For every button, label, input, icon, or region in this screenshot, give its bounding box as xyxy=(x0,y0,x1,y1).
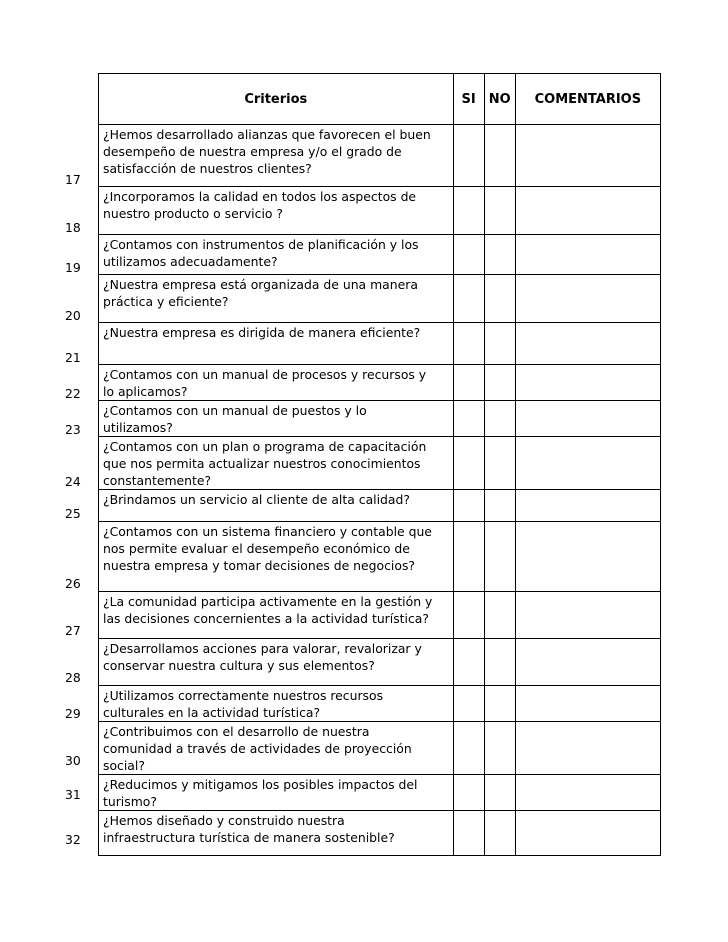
row-number: 21 xyxy=(65,350,81,365)
criterion-cell xyxy=(99,490,454,522)
comment-cell[interactable] xyxy=(515,187,660,235)
comment-cell[interactable] xyxy=(515,811,660,856)
table-row xyxy=(99,686,661,722)
row-number: 22 xyxy=(65,386,81,401)
criterion-text: ¿Contamos con un manual de puestos y lo utilizamos? xyxy=(103,403,367,435)
si-cell[interactable] xyxy=(453,639,484,686)
row-number: 20 xyxy=(65,308,81,323)
comment-cell[interactable] xyxy=(515,365,660,401)
criterion-text: ¿Contamos con un plan o programa de capacitación que nos permita actualizar nuestros conocimientos constantemente? xyxy=(103,439,427,488)
no-cell[interactable] xyxy=(484,592,515,639)
no-cell[interactable] xyxy=(484,187,515,235)
table-row xyxy=(99,275,661,323)
no-cell[interactable] xyxy=(484,639,515,686)
criterion-cell xyxy=(99,125,454,187)
criterion-cell xyxy=(99,235,454,275)
criterion-cell xyxy=(99,722,454,775)
criterion-text: ¿Contamos con un manual de procesos y recursos y lo aplicamos? xyxy=(103,367,427,399)
criterion-text: ¿Incorporamos la calidad en todos los aspectos de nuestro producto o servicio ? xyxy=(103,189,417,221)
no-cell[interactable] xyxy=(484,125,515,187)
comment-cell[interactable] xyxy=(515,490,660,522)
criterion-cell xyxy=(99,437,454,490)
row-number: 17 xyxy=(65,172,81,187)
header-comentarios: COMENTARIOS xyxy=(515,74,660,125)
no-cell[interactable] xyxy=(484,275,515,323)
comment-cell[interactable] xyxy=(515,722,660,775)
no-cell[interactable] xyxy=(484,811,515,856)
criterion-cell xyxy=(99,323,454,365)
no-cell[interactable] xyxy=(484,522,515,592)
si-cell[interactable] xyxy=(453,722,484,775)
table-row xyxy=(99,365,661,401)
table-row xyxy=(99,437,661,490)
table-row xyxy=(99,401,661,437)
criterion-cell xyxy=(99,187,454,235)
row-number: 28 xyxy=(65,670,81,685)
criterion-text: ¿Nuestra empresa está organizada de una manera práctica y eficiente? xyxy=(103,277,418,309)
si-cell[interactable] xyxy=(453,323,484,365)
criterion-text: ¿Brindamos un servicio al cliente de alta calidad? xyxy=(103,492,410,507)
comment-cell[interactable] xyxy=(515,686,660,722)
table-row xyxy=(99,235,661,275)
table-row xyxy=(99,592,661,639)
table-row xyxy=(99,125,661,187)
criterion-text: ¿Contamos con un sistema financiero y contable que nos permite evaluar el desempeño económico de nuestra empresa y tomar decisiones de negocios? xyxy=(103,524,432,573)
si-cell[interactable] xyxy=(453,490,484,522)
si-cell[interactable] xyxy=(453,437,484,490)
si-cell[interactable] xyxy=(453,235,484,275)
criterion-cell xyxy=(99,592,454,639)
criterion-cell xyxy=(99,775,454,811)
comment-cell[interactable] xyxy=(515,592,660,639)
row-number: 19 xyxy=(65,260,81,275)
row-number: 25 xyxy=(65,506,81,521)
table-row xyxy=(99,323,661,365)
si-cell[interactable] xyxy=(453,592,484,639)
si-cell[interactable] xyxy=(453,401,484,437)
no-cell[interactable] xyxy=(484,775,515,811)
table-row xyxy=(99,722,661,775)
table-row xyxy=(99,775,661,811)
table-row xyxy=(99,639,661,686)
comment-cell[interactable] xyxy=(515,437,660,490)
row-number: 29 xyxy=(65,706,81,721)
comment-cell[interactable] xyxy=(515,639,660,686)
criterion-text: ¿Reducimos y mitigamos los posibles impactos del turismo? xyxy=(103,777,418,809)
no-cell[interactable] xyxy=(484,490,515,522)
comment-cell[interactable] xyxy=(515,125,660,187)
table-row xyxy=(99,811,661,856)
row-number: 18 xyxy=(65,220,81,235)
criterion-cell xyxy=(99,522,454,592)
no-cell[interactable] xyxy=(484,235,515,275)
criterion-text: ¿Desarrollamos acciones para valorar, revalorizar y conservar nuestra cultura y sus elementos? xyxy=(103,641,422,673)
criterion-text: ¿Contribuimos con el desarrollo de nuestra comunidad a través de actividades de proyección social? xyxy=(103,724,412,773)
row-number: 30 xyxy=(65,753,81,768)
criterion-text: ¿Hemos desarrollado alianzas que favorecen el buen desempeño de nuestra empresa y/o el grado de satisfacción de nuestros clientes? xyxy=(103,127,431,176)
table-row xyxy=(99,187,661,235)
row-number: 24 xyxy=(65,474,81,489)
criterion-cell xyxy=(99,811,454,856)
row-number: 27 xyxy=(65,623,81,638)
criterion-cell xyxy=(99,686,454,722)
criterion-text: ¿Nuestra empresa es dirigida de manera eficiente? xyxy=(103,325,421,340)
row-number: 26 xyxy=(65,576,81,591)
criterion-text: ¿Utilizamos correctamente nuestros recursos culturales en la actividad turística? xyxy=(103,688,384,720)
criterion-text: ¿Hemos diseñado y construido nuestra infraestructura turística de manera sostenible? xyxy=(103,813,395,845)
si-cell[interactable] xyxy=(453,811,484,856)
comment-cell[interactable] xyxy=(515,323,660,365)
row-number: 23 xyxy=(65,422,81,437)
no-cell[interactable] xyxy=(484,323,515,365)
table-row xyxy=(99,522,661,592)
comment-cell[interactable] xyxy=(515,401,660,437)
comment-cell[interactable] xyxy=(515,522,660,592)
si-cell[interactable] xyxy=(453,275,484,323)
table-row xyxy=(99,490,661,522)
no-cell[interactable] xyxy=(484,365,515,401)
header-si: SI xyxy=(453,74,484,125)
no-cell[interactable] xyxy=(484,686,515,722)
si-cell[interactable] xyxy=(453,125,484,187)
evaluation-table xyxy=(98,73,661,856)
criterion-cell xyxy=(99,365,454,401)
si-cell[interactable] xyxy=(453,522,484,592)
si-cell[interactable] xyxy=(453,365,484,401)
no-cell[interactable] xyxy=(484,401,515,437)
comment-cell[interactable] xyxy=(515,775,660,811)
si-cell[interactable] xyxy=(453,775,484,811)
si-cell[interactable] xyxy=(453,686,484,722)
no-cell[interactable] xyxy=(484,437,515,490)
si-cell[interactable] xyxy=(453,187,484,235)
comment-cell[interactable] xyxy=(515,275,660,323)
no-cell[interactable] xyxy=(484,722,515,775)
criterion-cell xyxy=(99,639,454,686)
criterion-text: ¿Contamos con instrumentos de planificación y los utilizamos adecuadamente? xyxy=(103,237,419,269)
row-number: 32 xyxy=(65,832,81,847)
comment-cell[interactable] xyxy=(515,235,660,275)
header-criterios: Criterios xyxy=(99,74,454,125)
criterion-text: ¿La comunidad participa activamente en la gestión y las decisiones concernientes a la actividad turística? xyxy=(103,594,433,626)
header-no: NO xyxy=(484,74,515,125)
header-row xyxy=(99,74,661,125)
criterion-cell xyxy=(99,275,454,323)
row-number: 31 xyxy=(65,787,81,802)
criterion-cell xyxy=(99,401,454,437)
